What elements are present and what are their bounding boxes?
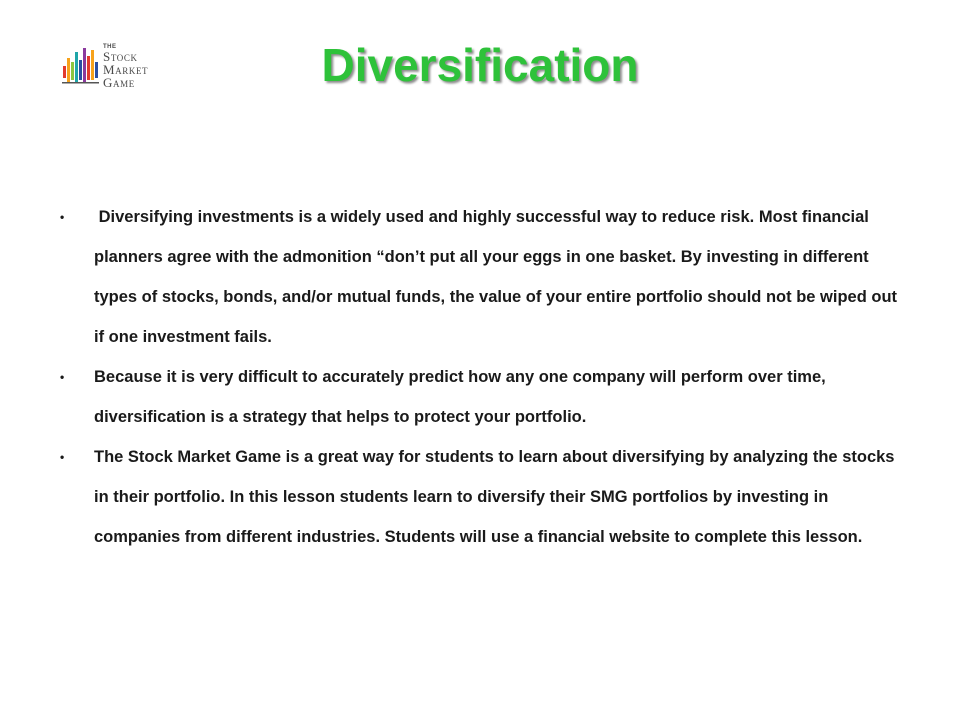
bullet-icon: • (60, 210, 65, 224)
bullet-item (60, 197, 910, 357)
bullet-text: Because it is very difficult to accurately predict how any one company will perform over time, diversification is a strategy that helps to protect your portfolio. (94, 368, 826, 426)
bullet-icon: • (60, 370, 65, 384)
bullet-text: Diversifying investments is a widely used and highly successful way to reduce risk. Most financial planners agree with the admonition “don’t put all your eggs in one basket. By investing in different types of stocks, bonds, and/or mutual funds, the value of your entire portfolio should not be wiped out if one investment fails. (94, 208, 902, 346)
logo-line-stock: Stock (103, 49, 138, 64)
logo-line-market: Market (103, 62, 149, 77)
slide-title: Diversification (321, 39, 639, 91)
bullet-list (60, 197, 910, 557)
bullet-text: The Stock Market Game is a great way for students to learn about diversifying by analyzing the stocks in their portfolio. In this lesson students learn to diversify their SMG portfolios by investing in companies from different industries. Students will use a financial website to complete this lesson. (94, 448, 895, 546)
bullet-icon: • (60, 450, 65, 464)
logo-the: THE (103, 44, 117, 50)
logo-line-game: Game (103, 75, 135, 90)
bullet-item (60, 357, 910, 437)
bullet-item (60, 437, 910, 557)
